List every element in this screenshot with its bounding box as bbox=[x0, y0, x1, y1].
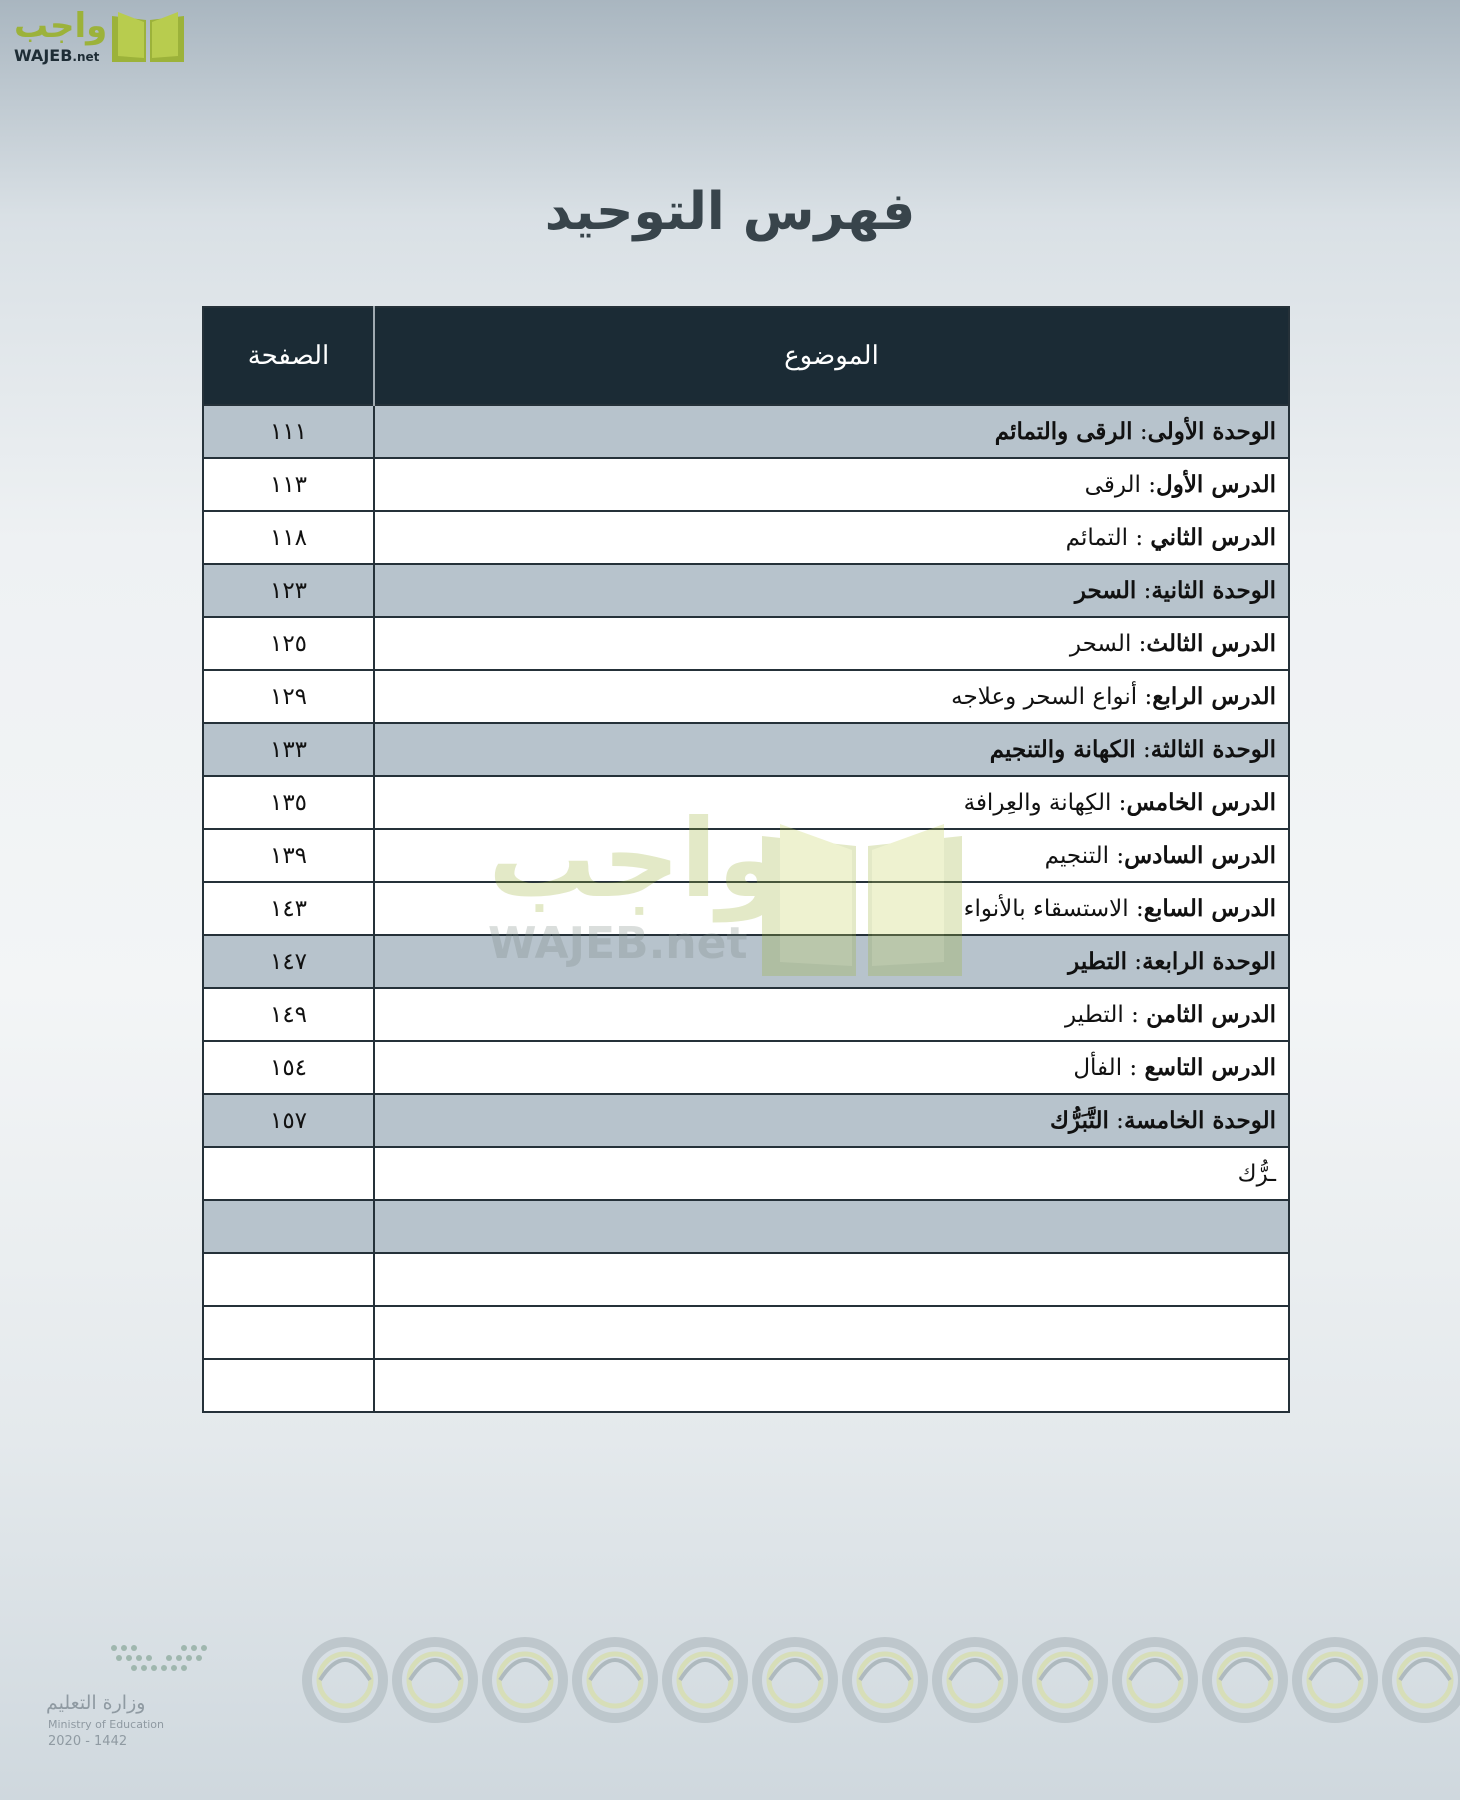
page-number-cell[interactable]: ١٢٥ bbox=[203, 617, 374, 670]
page-number-cell[interactable]: ١١٨ bbox=[203, 511, 374, 564]
topic-label: الدرس الخامس bbox=[1126, 789, 1276, 816]
table-row bbox=[203, 988, 1289, 1041]
topic-separator: : bbox=[1140, 472, 1156, 498]
topic-label: الدرس الثالث bbox=[1146, 630, 1276, 657]
topic-label: الوحدة الرابعة bbox=[1142, 948, 1276, 975]
topic-label: الدرس السابع bbox=[1143, 895, 1276, 922]
topic-title: الرقى والتمائم bbox=[994, 418, 1133, 445]
topic-separator: : bbox=[1128, 896, 1144, 922]
topic-separator: : bbox=[1127, 949, 1143, 975]
table-row bbox=[203, 405, 1289, 458]
topic-cell[interactable] bbox=[374, 1200, 1289, 1253]
ministry-dots-icon bbox=[104, 1640, 214, 1680]
topic-title: التطير bbox=[1068, 948, 1127, 975]
table-row bbox=[203, 1147, 1289, 1200]
topic-cell[interactable] bbox=[374, 1147, 1289, 1200]
topic-title: السحر bbox=[1074, 577, 1137, 604]
page-title: فهرس التوحيد bbox=[544, 182, 916, 242]
topic-title: الرقى bbox=[1084, 472, 1141, 498]
page-number-cell[interactable]: ١٣٥ bbox=[203, 776, 374, 829]
topic-title: التَّبَرُّك bbox=[1049, 1107, 1109, 1134]
topic-label: الدرس الرابع bbox=[1152, 683, 1276, 710]
header-page: الصفحة bbox=[203, 307, 374, 405]
table-row bbox=[203, 564, 1289, 617]
topic-cell[interactable] bbox=[374, 1094, 1289, 1147]
topic-cell[interactable] bbox=[374, 617, 1289, 670]
topic-title: التنجيم bbox=[1044, 843, 1110, 869]
logo-arabic-text: واجب bbox=[14, 6, 108, 46]
table-row bbox=[203, 1306, 1289, 1359]
table-row bbox=[203, 1041, 1289, 1094]
topic-title: السحر bbox=[1069, 631, 1132, 657]
page-number-cell[interactable] bbox=[203, 1359, 374, 1412]
topic-cell[interactable] bbox=[374, 564, 1289, 617]
topic-separator: : bbox=[1137, 684, 1153, 710]
table-row bbox=[203, 723, 1289, 776]
topic-cell[interactable] bbox=[374, 882, 1289, 935]
table-body bbox=[203, 405, 1289, 1412]
table-row bbox=[203, 1359, 1289, 1412]
topic-label: الوحدة الثالثة bbox=[1150, 736, 1276, 763]
watermark-arabic-text: واجب bbox=[488, 797, 785, 922]
ministry-arabic-name: وزارة التعليم bbox=[46, 1692, 146, 1714]
topic-cell[interactable] bbox=[374, 1359, 1289, 1412]
page-number-cell[interactable] bbox=[203, 1147, 374, 1200]
page-number-cell[interactable]: ١٥٤ bbox=[203, 1041, 374, 1094]
topic-title: ـرُّك bbox=[1237, 1161, 1276, 1187]
topic-separator: : bbox=[1111, 790, 1127, 816]
page-number-cell[interactable]: ١١١ bbox=[203, 405, 374, 458]
topic-title: التمائم bbox=[1065, 525, 1129, 551]
table-row bbox=[203, 1253, 1289, 1306]
topic-cell[interactable] bbox=[374, 935, 1289, 988]
page-number-cell[interactable] bbox=[203, 1253, 374, 1306]
page-number-cell[interactable]: ١٤٣ bbox=[203, 882, 374, 935]
topic-title: الاستسقاء بالأنواء bbox=[963, 896, 1129, 922]
topic-separator: : bbox=[1122, 1055, 1145, 1081]
table-row bbox=[203, 1094, 1289, 1147]
page-number-cell[interactable]: ١٤٧ bbox=[203, 935, 374, 988]
topic-separator: : bbox=[1136, 578, 1152, 604]
table-header-row bbox=[203, 307, 1289, 405]
topic-title: الفأل bbox=[1073, 1055, 1123, 1081]
topic-cell[interactable] bbox=[374, 1306, 1289, 1359]
topic-cell[interactable] bbox=[374, 458, 1289, 511]
topic-cell[interactable] bbox=[374, 1253, 1289, 1306]
topic-separator: : bbox=[1132, 419, 1148, 445]
topic-separator: : bbox=[1128, 525, 1151, 551]
topic-cell[interactable] bbox=[374, 988, 1289, 1041]
topic-label: الوحدة الخامسة bbox=[1123, 1107, 1276, 1134]
ministry-year: 2020 - 1442 bbox=[48, 1734, 128, 1749]
topic-title: الكِهانة والعِرافة bbox=[963, 790, 1112, 816]
page-number-cell[interactable]: ١٢٩ bbox=[203, 670, 374, 723]
ministry-english-name: Ministry of Education bbox=[48, 1718, 165, 1731]
wajeb-logo[interactable] bbox=[10, 6, 190, 68]
ministry-logo bbox=[46, 1640, 226, 1750]
page-number-cell[interactable]: ١١٣ bbox=[203, 458, 374, 511]
page-number-cell[interactable]: ١٢٣ bbox=[203, 564, 374, 617]
page-number-cell[interactable] bbox=[203, 1200, 374, 1253]
topic-label: الدرس الثاني bbox=[1150, 524, 1276, 551]
watermark-latin-text: WAJEB.net bbox=[488, 918, 748, 969]
table-row bbox=[203, 617, 1289, 670]
topic-cell[interactable] bbox=[374, 723, 1289, 776]
topic-cell[interactable] bbox=[374, 829, 1289, 882]
topic-separator: : bbox=[1131, 631, 1147, 657]
topic-label: الدرس الثامن bbox=[1146, 1001, 1276, 1028]
topic-title: أنواع السحر وعلاجه bbox=[951, 684, 1138, 710]
page-number-cell[interactable]: ١٤٩ bbox=[203, 988, 374, 1041]
topic-cell[interactable] bbox=[374, 1041, 1289, 1094]
table-row bbox=[203, 1200, 1289, 1253]
topic-title: التطير bbox=[1064, 1002, 1124, 1028]
topic-title: الكهانة والتنجيم bbox=[989, 736, 1136, 763]
topic-separator: : bbox=[1108, 1108, 1124, 1134]
table-row bbox=[203, 935, 1289, 988]
topic-label: الوحدة الثانية bbox=[1151, 577, 1276, 604]
table-row bbox=[203, 776, 1289, 829]
topic-cell[interactable] bbox=[374, 776, 1289, 829]
open-book-icon bbox=[108, 8, 188, 66]
topic-cell[interactable] bbox=[374, 511, 1289, 564]
logo-latin-text: WAJEB.net bbox=[14, 46, 100, 65]
page-number-cell[interactable]: ١٥٧ bbox=[203, 1094, 374, 1147]
topic-label: الدرس التاسع bbox=[1144, 1054, 1276, 1081]
topic-cell[interactable] bbox=[374, 670, 1289, 723]
page-number-cell[interactable] bbox=[203, 1306, 374, 1359]
topic-cell[interactable] bbox=[374, 405, 1289, 458]
table-of-contents bbox=[202, 306, 1290, 1413]
topic-separator: : bbox=[1109, 843, 1125, 869]
topic-label: الدرس الأول bbox=[1156, 471, 1276, 498]
topic-label: الوحدة الأولى bbox=[1147, 418, 1276, 445]
table-row bbox=[203, 829, 1289, 882]
table-row bbox=[203, 511, 1289, 564]
decorative-ornament-border bbox=[300, 1620, 1460, 1740]
topic-label: الدرس السادس bbox=[1124, 842, 1276, 869]
table-row bbox=[203, 670, 1289, 723]
topic-separator: : bbox=[1135, 737, 1151, 763]
page-number-cell[interactable]: ١٣٩ bbox=[203, 829, 374, 882]
topic-separator: : bbox=[1123, 1002, 1147, 1028]
table-row bbox=[203, 882, 1289, 935]
page-number-cell[interactable]: ١٣٣ bbox=[203, 723, 374, 776]
header-topic: الموضوع bbox=[374, 307, 1289, 405]
table-row bbox=[203, 458, 1289, 511]
